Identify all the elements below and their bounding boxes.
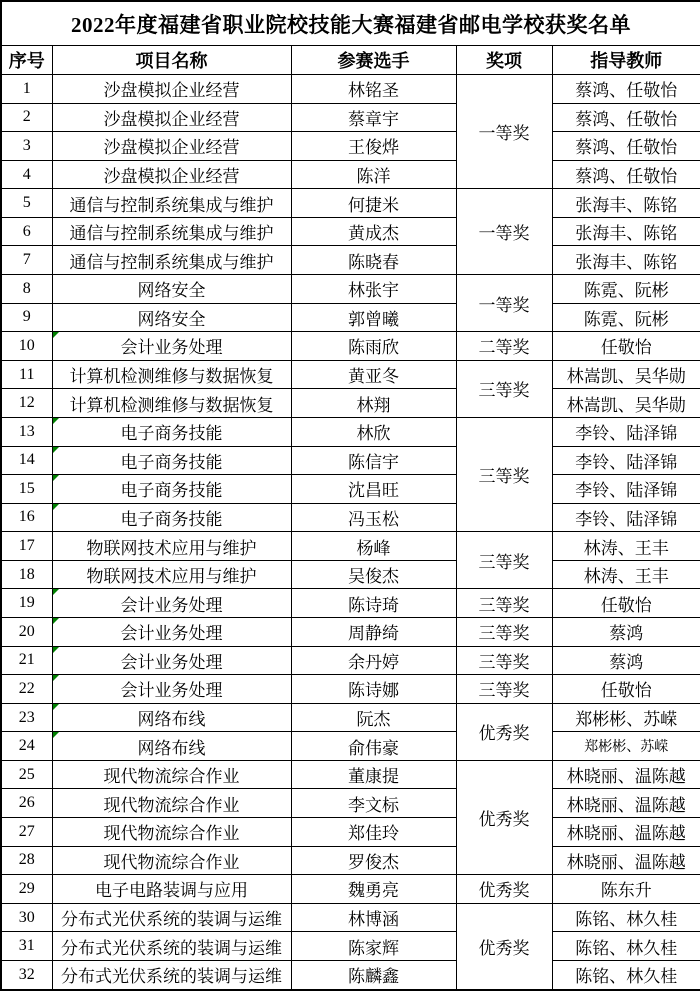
cell-project: 分布式光伏系统的装调与运维 xyxy=(52,903,291,932)
cell-no: 18 xyxy=(1,560,52,589)
cell-project: 网络安全 xyxy=(52,303,291,332)
table-row xyxy=(1,589,700,618)
cell-no: 30 xyxy=(1,903,52,932)
cell-teacher: 林晓丽、温陈越 xyxy=(552,760,700,789)
cell-award: 三等奖 xyxy=(456,675,552,704)
cell-teacher: 林涛、王丰 xyxy=(552,560,700,589)
col-header-teacher: 指导教师 xyxy=(552,46,700,75)
table-row xyxy=(1,703,700,732)
cell-project: 通信与控制系统集成与维护 xyxy=(52,189,291,218)
cell-player: 黄成杰 xyxy=(291,217,456,246)
cell-no: 14 xyxy=(1,446,52,475)
cell-no: 11 xyxy=(1,360,52,389)
green-corner-flag-icon xyxy=(53,589,59,595)
green-corner-flag-icon xyxy=(53,332,59,338)
cell-player: 余丹婷 xyxy=(291,646,456,675)
table-row xyxy=(1,217,700,246)
cell-no: 7 xyxy=(1,246,52,275)
cell-player: 林张宇 xyxy=(291,275,456,304)
cell-project: 计算机检测维修与数据恢复 xyxy=(52,389,291,418)
table-row xyxy=(1,360,700,389)
cell-project: 物联网技术应用与维护 xyxy=(52,560,291,589)
cell-player: 蔡章宇 xyxy=(291,103,456,132)
cell-project: 现代物流综合作业 xyxy=(52,846,291,875)
cell-no: 8 xyxy=(1,275,52,304)
cell-no: 3 xyxy=(1,132,52,161)
table-row xyxy=(1,389,700,418)
cell-project: 电子商务技能 xyxy=(52,475,291,504)
table-row xyxy=(1,818,700,847)
table-row xyxy=(1,75,700,104)
table-row xyxy=(1,560,700,589)
table-row xyxy=(1,303,700,332)
cell-player: 陈家辉 xyxy=(291,932,456,961)
cell-player: 魏勇亮 xyxy=(291,875,456,904)
cell-player: 郭曾曦 xyxy=(291,303,456,332)
header-row xyxy=(1,46,700,75)
cell-no: 6 xyxy=(1,217,52,246)
cell-player: 何捷米 xyxy=(291,189,456,218)
table-row xyxy=(1,532,700,561)
cell-player: 黄亚冬 xyxy=(291,360,456,389)
table-row xyxy=(1,475,700,504)
cell-project: 电子商务技能 xyxy=(52,446,291,475)
col-header-player: 参赛选手 xyxy=(291,46,456,75)
green-corner-flag-icon xyxy=(53,447,59,453)
cell-teacher: 林嵩凯、吴华勋 xyxy=(552,389,700,418)
cell-teacher: 蔡鸿 xyxy=(552,617,700,646)
cell-award: 优秀奖 xyxy=(456,875,552,904)
table-row xyxy=(1,189,700,218)
cell-player: 沈昌旺 xyxy=(291,475,456,504)
cell-award: 三等奖 xyxy=(456,646,552,675)
table-row xyxy=(1,503,700,532)
cell-teacher: 陈铭、林久桂 xyxy=(552,932,700,961)
cell-project: 通信与控制系统集成与维护 xyxy=(52,217,291,246)
cell-project: 网络安全 xyxy=(52,275,291,304)
table-row xyxy=(1,246,700,275)
cell-teacher: 张海丰、陈铭 xyxy=(552,246,700,275)
cell-teacher: 陈东升 xyxy=(552,875,700,904)
cell-project: 通信与控制系统集成与维护 xyxy=(52,246,291,275)
cell-no: 22 xyxy=(1,675,52,704)
table-row xyxy=(1,160,700,189)
cell-project: 会计业务处理 xyxy=(52,589,291,618)
cell-teacher: 任敬怡 xyxy=(552,675,700,704)
green-corner-flag-icon xyxy=(53,647,59,653)
green-corner-flag-icon xyxy=(53,732,59,738)
cell-player: 罗俊杰 xyxy=(291,846,456,875)
cell-teacher: 郑彬彬、苏嵘 xyxy=(552,703,700,732)
cell-player: 陈诗娜 xyxy=(291,675,456,704)
cell-teacher: 蔡鸿、任敬怡 xyxy=(552,75,700,104)
table-row xyxy=(1,875,700,904)
table-row xyxy=(1,332,700,361)
cell-project: 现代物流综合作业 xyxy=(52,818,291,847)
cell-award: 一等奖 xyxy=(456,75,552,189)
cell-no: 4 xyxy=(1,160,52,189)
green-corner-flag-icon xyxy=(53,504,59,510)
cell-teacher: 林晓丽、温陈越 xyxy=(552,846,700,875)
col-header-project: 项目名称 xyxy=(52,46,291,75)
cell-no: 28 xyxy=(1,846,52,875)
cell-teacher: 林晓丽、温陈越 xyxy=(552,818,700,847)
table-row xyxy=(1,132,700,161)
cell-teacher: 林嵩凯、吴华勋 xyxy=(552,360,700,389)
cell-award: 优秀奖 xyxy=(456,760,552,874)
cell-project: 沙盘模拟企业经营 xyxy=(52,103,291,132)
table-body xyxy=(1,75,700,991)
cell-no: 12 xyxy=(1,389,52,418)
col-header-award: 奖项 xyxy=(456,46,552,75)
cell-award: 优秀奖 xyxy=(456,703,552,760)
table-row xyxy=(1,646,700,675)
cell-player: 陈洋 xyxy=(291,160,456,189)
cell-project: 现代物流综合作业 xyxy=(52,789,291,818)
cell-player: 冯玉松 xyxy=(291,503,456,532)
green-corner-flag-icon xyxy=(53,618,59,624)
cell-teacher: 任敬怡 xyxy=(552,332,700,361)
cell-player: 陈诗琦 xyxy=(291,589,456,618)
cell-no: 23 xyxy=(1,703,52,732)
cell-no: 21 xyxy=(1,646,52,675)
cell-no: 15 xyxy=(1,475,52,504)
cell-teacher: 陈铭、林久桂 xyxy=(552,960,700,990)
table-row xyxy=(1,960,700,990)
table-row xyxy=(1,932,700,961)
table-row xyxy=(1,417,700,446)
cell-no: 17 xyxy=(1,532,52,561)
cell-award: 三等奖 xyxy=(456,617,552,646)
cell-player: 林欣 xyxy=(291,417,456,446)
cell-project: 电子商务技能 xyxy=(52,503,291,532)
cell-no: 20 xyxy=(1,617,52,646)
cell-player: 陈麟鑫 xyxy=(291,960,456,990)
cell-teacher: 蔡鸿、任敬怡 xyxy=(552,103,700,132)
cell-player: 郑佳玲 xyxy=(291,818,456,847)
cell-no: 2 xyxy=(1,103,52,132)
cell-no: 1 xyxy=(1,75,52,104)
cell-project: 会计业务处理 xyxy=(52,617,291,646)
cell-player: 李文标 xyxy=(291,789,456,818)
cell-player: 俞伟豪 xyxy=(291,732,456,761)
cell-award: 三等奖 xyxy=(456,589,552,618)
cell-project: 电子电路装调与应用 xyxy=(52,875,291,904)
table-row xyxy=(1,675,700,704)
cell-player: 周静绮 xyxy=(291,617,456,646)
cell-no: 10 xyxy=(1,332,52,361)
cell-teacher: 李铃、陆泽锦 xyxy=(552,446,700,475)
cell-teacher: 张海丰、陈铭 xyxy=(552,217,700,246)
cell-project: 会计业务处理 xyxy=(52,646,291,675)
cell-teacher: 郑彬彬、苏嵘 xyxy=(552,732,700,761)
cell-player: 林博涵 xyxy=(291,903,456,932)
cell-project: 分布式光伏系统的装调与运维 xyxy=(52,960,291,990)
cell-no: 16 xyxy=(1,503,52,532)
cell-player: 董康提 xyxy=(291,760,456,789)
cell-no: 29 xyxy=(1,875,52,904)
cell-no: 26 xyxy=(1,789,52,818)
cell-project: 物联网技术应用与维护 xyxy=(52,532,291,561)
green-corner-flag-icon xyxy=(53,675,59,681)
table-row xyxy=(1,275,700,304)
cell-teacher: 蔡鸿、任敬怡 xyxy=(552,132,700,161)
table-row xyxy=(1,760,700,789)
title-row xyxy=(1,1,700,46)
cell-teacher: 陈铭、林久桂 xyxy=(552,903,700,932)
cell-project: 沙盘模拟企业经营 xyxy=(52,160,291,189)
cell-award: 三等奖 xyxy=(456,360,552,417)
cell-no: 32 xyxy=(1,960,52,990)
table-row xyxy=(1,103,700,132)
cell-project: 会计业务处理 xyxy=(52,332,291,361)
table-row xyxy=(1,617,700,646)
cell-teacher: 林涛、王丰 xyxy=(552,532,700,561)
cell-project: 现代物流综合作业 xyxy=(52,760,291,789)
cell-award: 优秀奖 xyxy=(456,903,552,990)
cell-player: 阮杰 xyxy=(291,703,456,732)
table-row xyxy=(1,446,700,475)
page-title: 2022年度福建省职业院校技能大赛福建省邮电学校获奖名单 xyxy=(1,1,700,46)
cell-player: 陈晓春 xyxy=(291,246,456,275)
cell-no: 13 xyxy=(1,417,52,446)
cell-award: 三等奖 xyxy=(456,417,552,531)
cell-teacher: 张海丰、陈铭 xyxy=(552,189,700,218)
cell-project: 分布式光伏系统的装调与运维 xyxy=(52,932,291,961)
cell-award: 一等奖 xyxy=(456,275,552,332)
cell-player: 林铭圣 xyxy=(291,75,456,104)
cell-project: 网络布线 xyxy=(52,703,291,732)
cell-teacher: 李铃、陆泽锦 xyxy=(552,475,700,504)
cell-player: 陈雨欣 xyxy=(291,332,456,361)
cell-project: 计算机检测维修与数据恢复 xyxy=(52,360,291,389)
cell-teacher: 李铃、陆泽锦 xyxy=(552,417,700,446)
cell-project: 网络布线 xyxy=(52,732,291,761)
table-row xyxy=(1,789,700,818)
cell-teacher: 陈霓、阮彬 xyxy=(552,275,700,304)
cell-teacher: 李铃、陆泽锦 xyxy=(552,503,700,532)
cell-project: 沙盘模拟企业经营 xyxy=(52,132,291,161)
cell-project: 电子商务技能 xyxy=(52,417,291,446)
cell-project: 会计业务处理 xyxy=(52,675,291,704)
cell-teacher: 林晓丽、温陈越 xyxy=(552,789,700,818)
cell-player: 王俊烨 xyxy=(291,132,456,161)
cell-no: 19 xyxy=(1,589,52,618)
cell-player: 陈信宇 xyxy=(291,446,456,475)
cell-player: 林翔 xyxy=(291,389,456,418)
green-corner-flag-icon xyxy=(53,704,59,710)
cell-teacher: 任敬怡 xyxy=(552,589,700,618)
cell-teacher: 陈霓、阮彬 xyxy=(552,303,700,332)
green-corner-flag-icon xyxy=(53,418,59,424)
cell-no: 27 xyxy=(1,818,52,847)
table-row xyxy=(1,732,700,761)
cell-no: 24 xyxy=(1,732,52,761)
cell-no: 9 xyxy=(1,303,52,332)
table-row xyxy=(1,846,700,875)
table-row xyxy=(1,903,700,932)
green-corner-flag-icon xyxy=(53,475,59,481)
cell-award: 三等奖 xyxy=(456,532,552,589)
cell-project: 沙盘模拟企业经营 xyxy=(52,75,291,104)
cell-award: 二等奖 xyxy=(456,332,552,361)
cell-player: 杨峰 xyxy=(291,532,456,561)
cell-no: 25 xyxy=(1,760,52,789)
cell-player: 吴俊杰 xyxy=(291,560,456,589)
cell-teacher: 蔡鸿 xyxy=(552,646,700,675)
col-header-no: 序号 xyxy=(1,46,52,75)
cell-award: 一等奖 xyxy=(456,189,552,275)
cell-no: 5 xyxy=(1,189,52,218)
cell-teacher: 蔡鸿、任敬怡 xyxy=(552,160,700,189)
cell-no: 31 xyxy=(1,932,52,961)
